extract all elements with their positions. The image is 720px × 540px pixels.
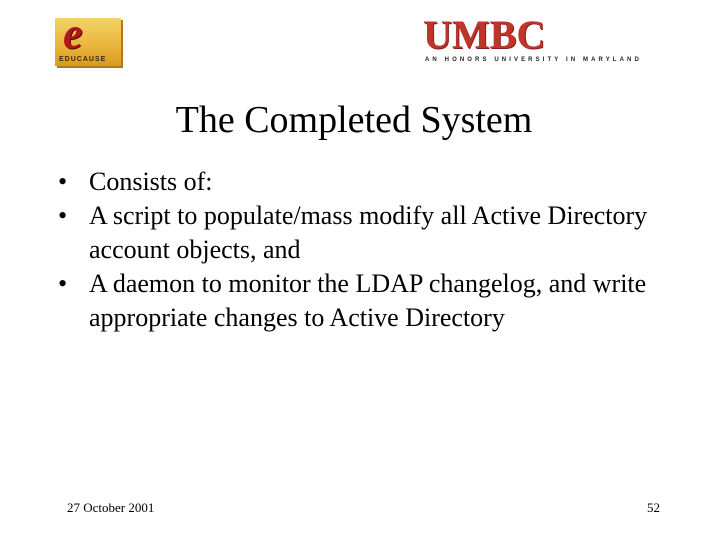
footer-date: 27 October 2001 xyxy=(67,500,155,515)
bullet-marker: • xyxy=(58,167,68,196)
bullet-text: Consists of: xyxy=(89,167,213,196)
umbc-tagline: AN HONORS UNIVERSITY IN MARYLAND xyxy=(425,57,642,63)
educause-logo-letter: e xyxy=(63,9,83,58)
bullet-marker: • xyxy=(58,201,68,230)
educause-logo xyxy=(55,9,121,66)
educause-logo-wordmark: EDUCAUSE xyxy=(59,56,107,63)
bullet-text: A script to populate/mass modify all Active Directory account objects, and xyxy=(89,201,648,264)
bullet-list xyxy=(58,165,678,335)
bullet-item xyxy=(58,165,678,199)
footer-page-number: 52 xyxy=(647,500,660,515)
bullet-marker: • xyxy=(58,269,68,298)
bullet-text: A daemon to monitor the LDAP changelog, and write appropriate changes to Active Directory xyxy=(89,269,647,332)
bullet-item xyxy=(58,267,678,335)
umbc-logo: UMBC xyxy=(423,12,546,57)
bullet-item xyxy=(58,199,678,267)
slide-title: The Completed System xyxy=(175,99,533,141)
